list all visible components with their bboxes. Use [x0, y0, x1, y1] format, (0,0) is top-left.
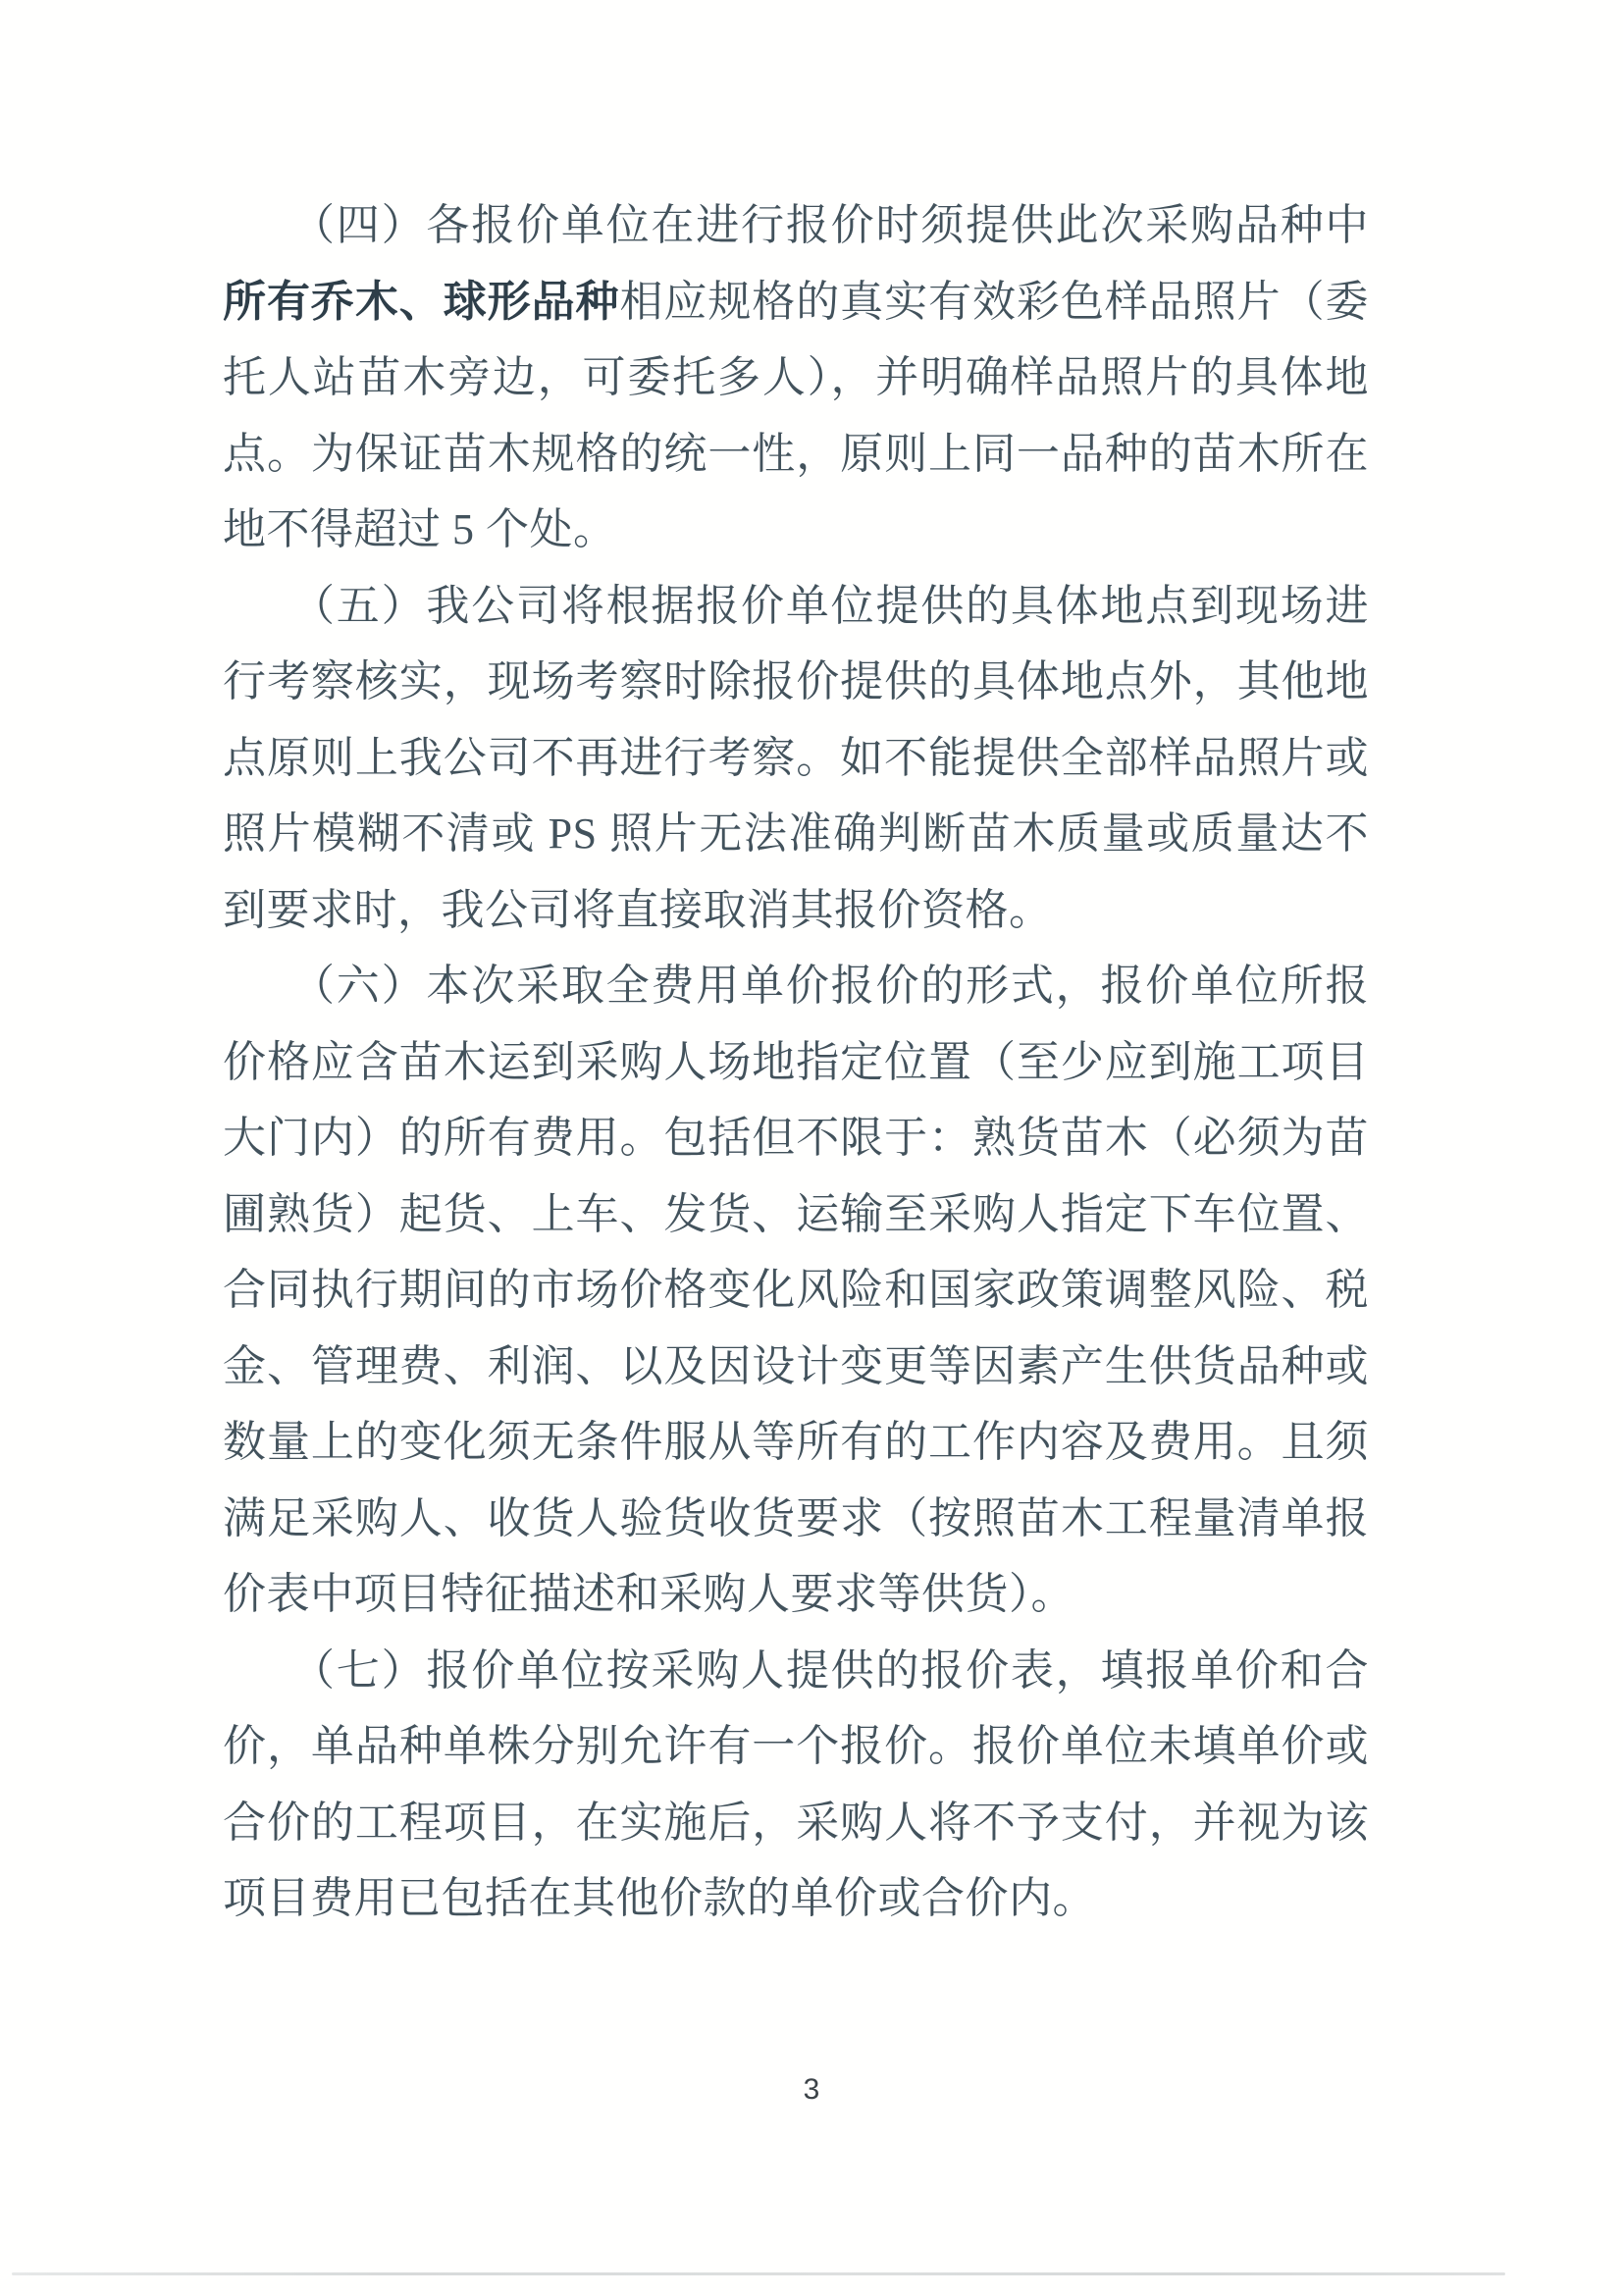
text-line: 点原则上我公司不再进行考察。如不能提供全部样品照片或: [223, 733, 1369, 782]
text-line: 金、管理费、利润、以及因设计变更等因素产生供货品种或: [223, 1341, 1369, 1390]
text-line: 行考察核实，现场考察时除报价提供的具体地点外，其他地: [223, 657, 1369, 705]
text-line: 数量上的变化须无条件服从等所有的工作内容及费用。且须: [223, 1418, 1369, 1466]
text-line: 托人站苗木旁边，可委托多人），并明确样品照片的具体地: [223, 353, 1369, 401]
text-line: 点。为保证苗木规格的统一性，原则上同一品种的苗木所在: [223, 429, 1369, 478]
text-line: 照片模糊不清或 PS 照片无法准确判断苗木质量或质量达不: [223, 809, 1369, 858]
text-line: （四）各报价单位在进行报价时须提供此次采购品种中: [291, 201, 1369, 249]
text-line: （六）本次采取全费用单价报价的形式，报价单位所报: [291, 962, 1369, 1010]
document-text: [223, 187, 1369, 1937]
text-line: 圃熟货）起货、上车、发货、运输至采购人指定下车位置、: [223, 1189, 1369, 1238]
text-line: 满足采购人、收货人验货收货要求（按照苗木工程量清单报: [223, 1493, 1369, 1542]
scan-artifact-line: [12, 2272, 1505, 2275]
text-line: 价，单品种单株分别允许有一个报价。报价单位未填单价或: [223, 1722, 1369, 1770]
page-number: 3: [803, 2073, 820, 2106]
text-line: 地不得超过 5 个处。: [223, 505, 617, 553]
text-line: 合价的工程项目，在实施后，采购人将不予支付，并视为该: [223, 1798, 1369, 1847]
text-line: （七）报价单位按采购人提供的报价表，填报单价和合: [291, 1645, 1369, 1695]
bold-emphasis-text: 所有乔木、球形品种: [223, 277, 620, 326]
text-line: （五）我公司将根据报价单位提供的具体地点到现场进: [291, 581, 1369, 630]
text-line: 大门内）的所有费用。包括但不限于：熟货苗木（必须为苗: [223, 1114, 1369, 1162]
text-line: 到要求时，我公司将直接取消其报价资格。: [223, 885, 1053, 934]
text-line: 合同执行期间的市场价格变化风险和国家政策调整风险、税: [223, 1266, 1369, 1314]
text-line: 项目费用已包括在其他价款的单价或合价内。: [223, 1874, 1096, 1922]
text-line: 价格应含苗木运到采购人场地指定位置（至少应到施工项目: [223, 1037, 1369, 1086]
text-line: 价表中项目特征描述和采购人要求等供货）。: [223, 1570, 1074, 1618]
text-line: 所有乔木、球形品种相应规格的真实有效彩色样品照片（委: [223, 277, 1370, 326]
